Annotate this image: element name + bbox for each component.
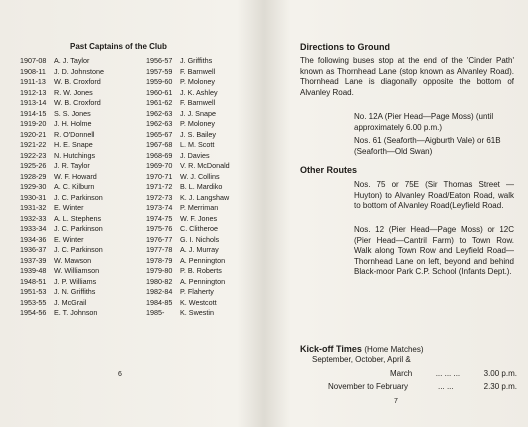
captain-row (146, 266, 230, 277)
captain-years: 1980-82 (146, 276, 173, 286)
captain-years: 1967-68 (146, 140, 173, 149)
captain-row (20, 109, 104, 120)
captain-years: 1914-15 (20, 108, 47, 118)
captain-name: W. Williamson (54, 266, 100, 275)
captain-name: W. Mawson (54, 255, 92, 265)
kickoff-months-1: September, October, April & (312, 355, 411, 364)
captain-name: E. Winter (54, 203, 84, 212)
captain-row (20, 245, 104, 256)
route-12c: Nos. 12 (Pier Head—Page Moss) or 12C (Pier Head—Cantril Farm) to Town Row. Walk along Town Row and Leyfield Road—Thornhead Lane on left, beyond and behind Black-moor Park C.P. School (Infants Dept.). (354, 225, 514, 276)
captain-row (20, 88, 104, 99)
captain-years: 1937-39 (20, 255, 47, 265)
kickoff-heading (300, 344, 424, 354)
captain-row (20, 182, 104, 193)
captain-row (20, 203, 104, 214)
directions-heading: Directions to Ground (300, 42, 390, 52)
captain-name: J. D. Johnstone (54, 66, 104, 76)
captain-row (146, 203, 230, 214)
captain-row (146, 256, 230, 267)
bus-route-12a: No. 12A (Pier Head—Page Moss) (until approximately 6.00 p.m.) (354, 112, 494, 132)
kickoff-line-2 (328, 382, 517, 393)
captain-row (146, 245, 230, 256)
captain-row (20, 98, 104, 109)
captain-years: 1934-36 (20, 234, 47, 244)
captain-name: P. Flaherty (180, 287, 214, 296)
captain-years: 1985- (146, 308, 165, 317)
captain-name: A. J. Murray (180, 245, 219, 254)
captain-years: 1957-59 (146, 66, 173, 76)
captain-name: W. F. Jones (180, 213, 218, 223)
captain-years: 1984-85 (146, 297, 173, 307)
captain-row (146, 235, 230, 246)
captain-years: 1932-33 (20, 213, 47, 223)
captain-years: 1972-73 (146, 192, 173, 202)
kickoff-dots-1: ... ... ... (435, 369, 461, 378)
captain-years: 1965-67 (146, 129, 173, 139)
captain-years: 1948-51 (20, 276, 47, 286)
captain-name: W. B. Croxford (54, 98, 101, 107)
captain-name: S. S. Jones (54, 108, 91, 118)
kickoff-time-1: 3.00 p.m. (483, 369, 517, 378)
kickoff-months-2: November to February (328, 382, 409, 391)
captain-years: 1971-72 (146, 182, 173, 191)
captain-years: 1911-13 (20, 77, 46, 86)
captain-name: C. Clitheroe (180, 224, 218, 233)
captain-years: 1930-31 (20, 192, 47, 202)
captain-years: 1962-63 (146, 108, 173, 118)
captain-name: J. C. Parkinson (54, 192, 103, 202)
page-number-right: 7 (394, 398, 398, 405)
captain-name: J. Griffiths (180, 56, 213, 65)
captain-row (20, 266, 104, 277)
captain-row (146, 67, 230, 78)
captain-name: A. C. Kilburn (54, 182, 95, 191)
captain-name: J. J. Snape (180, 108, 216, 118)
captain-years: 1959-60 (146, 77, 173, 86)
captain-name: R. O'Donnell (54, 129, 95, 139)
captain-years: 1922-23 (20, 150, 47, 160)
captain-row (20, 151, 104, 162)
captain-row (146, 77, 230, 88)
captain-row (20, 298, 104, 309)
captain-row (20, 67, 104, 78)
captain-years: 1921-22 (20, 140, 47, 149)
captain-row (146, 130, 230, 141)
captain-name: V. R. McDonald (180, 161, 230, 170)
captain-row (20, 56, 104, 67)
captain-years: 1954-56 (20, 308, 47, 317)
captain-name: K. Swestin (180, 308, 214, 317)
captain-row (146, 308, 230, 319)
captain-name: P. Merriman (180, 203, 219, 212)
captain-name: A. L. Stephens (54, 213, 102, 223)
captain-years: 1977-78 (146, 245, 173, 254)
captain-row (20, 172, 104, 183)
captain-name: W. J. Collins (180, 171, 220, 181)
captain-row (146, 161, 230, 172)
captain-row (20, 140, 104, 151)
captain-years: 1928-29 (20, 171, 47, 181)
captain-name: B. L. Mardiko (180, 182, 223, 191)
captain-row (146, 88, 230, 99)
captain-name: J. P. Williams (54, 276, 97, 286)
captain-name: J. N. Griffiths (54, 287, 96, 296)
captain-years: 1974-75 (146, 213, 173, 223)
captain-years: 1919-20 (20, 119, 47, 128)
captain-years: 1939-48 (20, 266, 47, 275)
captain-years: 1970-71 (146, 171, 173, 181)
captain-row (20, 161, 104, 172)
captain-row (146, 214, 230, 225)
captain-name: E. T. Johnson (54, 308, 98, 317)
captain-row (20, 287, 104, 298)
captain-row (146, 298, 230, 309)
captain-name: A. J. Taylor (54, 56, 90, 65)
captain-name: A. Pennington (180, 276, 226, 286)
captain-years: 1936-37 (20, 245, 47, 254)
captain-years: 1982-84 (146, 287, 173, 296)
captain-row (146, 140, 230, 151)
captain-row (146, 193, 230, 204)
captain-name: J. C. Parkinson (54, 245, 103, 254)
captain-row (146, 56, 230, 67)
kickoff-line-1 (390, 369, 517, 380)
other-routes-heading: Other Routes (300, 165, 358, 175)
captain-row (20, 277, 104, 288)
captain-name: P. Moloney (180, 119, 216, 128)
kickoff-title: Kick-off Times (300, 344, 362, 354)
captain-name: N. Hutchings (54, 150, 96, 160)
captain-years: 1956-57 (146, 56, 173, 65)
captain-name: J. K. Ashley (180, 87, 218, 97)
captain-row (20, 308, 104, 319)
captain-years: 1953-55 (20, 297, 47, 307)
captain-row (146, 98, 230, 109)
captains-column-1 (20, 56, 104, 319)
captain-row (20, 119, 104, 130)
captain-row (146, 224, 230, 235)
route-75: Nos. 75 or 75E (Sir Thomas Street —Huyton) to Alvanley Road/Eaton Road, walk to bottom of Alvanley Road(Leyfield Road. (354, 180, 514, 210)
captain-row (20, 130, 104, 141)
captain-years: 1929-30 (20, 182, 47, 191)
kickoff-march-label: March (390, 369, 413, 378)
captain-years: 1925-26 (20, 161, 47, 170)
captain-years: 1975-76 (146, 224, 173, 233)
captain-name: K. J. Langshaw (180, 192, 230, 202)
bus-route-61: Nos. 61 (Seaforth—Aigburth Vale) or 61B (Seaforth—Old Swan) (354, 136, 501, 156)
captain-years: 1951-53 (20, 287, 47, 296)
captain-row (20, 193, 104, 204)
captain-row (146, 277, 230, 288)
captain-name: K. Westcott (180, 297, 217, 307)
captain-years: 1969-70 (146, 161, 173, 170)
captain-row (146, 172, 230, 183)
captain-name: E. Winter (54, 234, 84, 244)
captain-row (146, 182, 230, 193)
captain-years: 1968-69 (146, 150, 173, 160)
captain-years: 1962-63 (146, 119, 173, 128)
captain-years: 1920-21 (20, 129, 47, 139)
kickoff-time-2: 2.30 p.m. (483, 382, 517, 391)
captain-name: J. H. Holme (54, 119, 92, 128)
captain-row (146, 287, 230, 298)
captain-row (20, 256, 104, 267)
captain-name: F. Barnwell (180, 98, 216, 107)
captain-row (20, 235, 104, 246)
captain-name: A. Pennington (180, 255, 226, 265)
captain-row (146, 151, 230, 162)
captain-years: 1961-62 (146, 98, 173, 107)
captain-name: F. Barnwell (180, 66, 216, 76)
captain-years: 1907-08 (20, 56, 47, 65)
right-page (264, 0, 528, 427)
captain-row (20, 214, 104, 225)
captain-row (146, 119, 230, 130)
captain-years: 1908-11 (20, 66, 46, 76)
captain-name: J. Davies (180, 150, 210, 160)
captain-name: P. B. Roberts (180, 266, 222, 275)
captain-years: 1976-77 (146, 234, 173, 244)
captain-name: W. B. Croxford (54, 77, 101, 86)
captain-name: J. McGrail (54, 297, 87, 307)
captain-name: P. Moloney (180, 77, 216, 86)
directions-intro: The following buses stop at the end of the 'Cinder Path' known as Thornhead Lane (stop known as Alvanley Road). Thornhead Lane is diagonally opposite the bottom of Alvanley Road. (300, 56, 514, 97)
captains-column-2 (146, 56, 230, 319)
captain-name: J. R. Taylor (54, 161, 90, 170)
captain-name: W. F. Howard (54, 171, 97, 181)
captain-name: H. E. Snape (54, 140, 93, 149)
captain-name: L. M. Scott (180, 140, 215, 149)
captain-years: 1931-32 (20, 203, 47, 212)
captain-name: J. S. Bailey (180, 129, 216, 139)
captain-row (20, 77, 104, 88)
captain-years: 1979-80 (146, 266, 173, 275)
captain-years: 1933-34 (20, 224, 47, 233)
captain-name: G. I. Nichols (180, 234, 220, 244)
captain-name: R. W. Jones (54, 87, 93, 97)
captain-row (20, 224, 104, 235)
page-number-left: 6 (118, 371, 122, 378)
captain-years: 1960-61 (146, 87, 173, 97)
captain-years: 1978-79 (146, 255, 173, 265)
kickoff-dots-2: ... ... (438, 382, 454, 391)
captain-years: 1913-14 (20, 98, 47, 107)
kickoff-subtitle: (Home Matches) (364, 345, 424, 354)
captain-years: 1912-13 (20, 87, 47, 97)
past-captains-title: Past Captains of the Club (70, 42, 167, 51)
captain-name: J. C. Parkinson (54, 224, 103, 233)
captain-years: 1973-74 (146, 203, 173, 212)
captain-row (146, 109, 230, 120)
